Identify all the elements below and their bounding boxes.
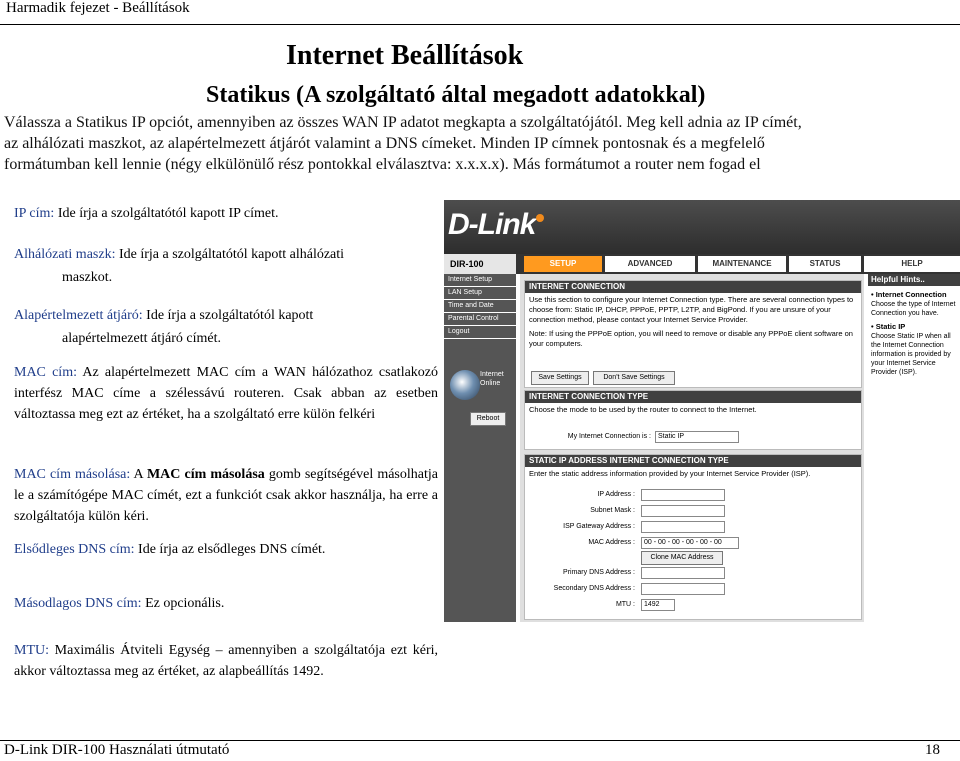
tab-maintenance[interactable]: MAINTENANCE [698, 256, 786, 272]
side-item-parental-control[interactable]: Parental Control [444, 313, 516, 326]
primary-dns-item [14, 539, 438, 560]
tab-help[interactable]: HELP [864, 256, 960, 272]
gateway-label: ISP Gateway Address : [563, 523, 635, 530]
primary-dns-input[interactable] [641, 567, 725, 579]
side-item-time-date[interactable]: Time and Date [444, 300, 516, 313]
mac-address-input[interactable]: 00 - 00 - 00 - 00 - 00 - 00 [641, 537, 739, 549]
secondary-dns-item [14, 593, 438, 614]
page-number: 18 [925, 742, 940, 758]
model-label: DIR-100 [444, 254, 516, 274]
item-label: MTU: [14, 643, 49, 658]
primary-dns-label: Primary DNS Address : [563, 569, 635, 576]
item-text: A [130, 467, 147, 482]
connection-type-section [524, 390, 862, 450]
side-menu [444, 274, 516, 622]
help-item-title: • Static IP [871, 322, 906, 331]
item-label: Alhálózati maszk: [14, 247, 116, 262]
mac-address-item [14, 362, 438, 425]
ip-address-input[interactable] [641, 489, 725, 501]
intro-line: formátumban kell lennie (négy elkülönülő rész pontokkal elválasztva: x.x.x.x). Más formátumot a router nem fogad el [4, 156, 761, 173]
gateway-input[interactable] [641, 521, 725, 533]
page-subtitle: Statikus (A szolgáltató által megadott adatokkal) [206, 82, 706, 108]
item-label: MAC cím: [14, 365, 77, 380]
globe-icon [450, 370, 480, 400]
item-label: Elsődleges DNS cím: [14, 542, 135, 557]
side-item-logout[interactable]: Logout [444, 326, 516, 339]
connection-type-select[interactable]: Static IP [655, 431, 739, 443]
help-item-text: Choose the type of Internet Connection you have. [871, 301, 956, 317]
gateway-item [14, 305, 438, 349]
page-title: Internet Beállítások [286, 40, 524, 71]
help-item-title: • Internet Connection [871, 290, 947, 299]
connection-section [524, 280, 862, 388]
save-settings-button[interactable]: Save Settings [531, 371, 589, 385]
intro-line: az alhálózati maszkot, az alapértelmezett átjárót valamint a DNS címeket. Minden IP címnek pontosnak és a megfelelő [4, 135, 765, 152]
ip-address-item [14, 203, 438, 224]
clone-mac-item [14, 464, 438, 527]
main-panel [520, 274, 864, 622]
item-bold: MAC cím másolása [146, 467, 265, 482]
section-header: INTERNET CONNECTION [525, 281, 861, 293]
subnet-mask-item [14, 244, 438, 288]
section-text: Choose the mode to be used by the router to connect to the Internet. [529, 405, 757, 414]
item-label: Alapértelmezett átjáró: [14, 308, 143, 323]
item-label: MAC cím másolása: [14, 467, 131, 482]
item-text: Az alapértelmezett MAC cím a WAN hálózathoz csatlakozó interfész MAC címe a szélessávú routeren. Csak abban az esetben változtassa meg ezt az értéket, ha a szolgáltató erre külön felkéri [14, 365, 439, 422]
item-text: Ide írja az elsődleges DNS címét. [134, 542, 326, 557]
help-header: Helpful Hints.. [868, 274, 960, 286]
secondary-dns-label: Secondary DNS Address : [553, 585, 635, 592]
clone-mac-button[interactable]: Clone MAC Address [641, 551, 723, 565]
item-text-cont: alapértelmezett átjáró címét. [62, 331, 221, 346]
tab-setup[interactable]: SETUP [524, 256, 602, 272]
section-text: Enter the static address information provided by your Internet Service Provider (ISP). [529, 469, 811, 478]
static-ip-section [524, 454, 862, 620]
mtu-input[interactable]: 1492 [641, 599, 675, 611]
tab-status[interactable]: STATUS [789, 256, 861, 272]
mtu-label: MTU : [615, 601, 635, 608]
internet-online-label: Internet Online [480, 371, 504, 387]
section-note: Note: If using the PPPoE option, you will need to remove or disable any PPPoE client software on your computers. [529, 329, 853, 348]
item-label: IP cím: [14, 206, 55, 221]
item-text: Maximális Átviteli Egység – amennyiben a szolgáltatója ezt kéri, akkor változtassa meg az értéket, az alapbeállítás 1492. [14, 643, 438, 679]
intro-line: Válassza a Statikus IP opciót, amennyiben az összes WAN IP adatot megkapta a szolgáltatójától. Meg kell adnia az IP címét, [4, 114, 802, 131]
dlink-logo: D-Link [448, 208, 544, 242]
mtu-item [14, 640, 438, 682]
subnet-mask-label: Subnet Mask : [590, 507, 635, 514]
subnet-mask-input[interactable] [641, 505, 725, 517]
manual-footer: D-Link DIR-100 Használati útmutató [4, 742, 230, 758]
dont-save-button[interactable]: Don't Save Settings [593, 371, 675, 385]
header-rule [0, 24, 960, 25]
section-header: STATIC IP ADDRESS INTERNET CONNECTION TYPE [525, 455, 861, 467]
item-text: Ide írja a szolgáltatótól kapott [142, 308, 314, 323]
router-screenshot [444, 200, 960, 622]
connection-type-label: My Internet Connection is : [567, 433, 651, 440]
item-text: Ide írja a szolgáltatótól kapott alhálózati [115, 247, 345, 262]
dlink-banner [444, 200, 960, 254]
side-item-lan-setup[interactable]: LAN Setup [444, 287, 516, 300]
ip-address-label: IP Address : [597, 491, 635, 498]
section-header: INTERNET CONNECTION TYPE [525, 391, 861, 403]
footer-rule [0, 740, 960, 741]
side-item-internet-setup[interactable]: Internet Setup [444, 274, 516, 287]
help-panel [868, 274, 960, 622]
section-text: Use this section to configure your Internet Connection type. There are several connection types to choose from: Static IP, DHCP, PPPoE, PPTP, L2TP, and BigPond. If you are unsure of your connection method, please contact your Internet Service Provider. [529, 295, 854, 324]
intro-paragraph [4, 112, 938, 175]
item-text: Ez opcionális. [141, 596, 225, 611]
chapter-header: Harmadik fejezet - Beállítások [6, 0, 190, 16]
item-text: gomb segítségével másolhatja le a számítógépe MAC címét, ezt a funkciót csak akkor használja, ha erre a szolgáltatója külön kéri. [14, 467, 438, 524]
item-text-cont: maszkot. [62, 270, 113, 285]
item-text: Ide írja a szolgáltatótól kapott IP címet. [54, 206, 279, 221]
help-item-text: Choose Static IP when all the Internet Connection information is provided by your Internet Service Provider (ISP). [871, 333, 951, 376]
secondary-dns-input[interactable] [641, 583, 725, 595]
tab-advanced[interactable]: ADVANCED [605, 256, 695, 272]
reboot-button[interactable]: Reboot [470, 412, 506, 426]
item-label: Másodlagos DNS cím: [14, 596, 142, 611]
mac-address-label: MAC Address : [588, 539, 635, 546]
